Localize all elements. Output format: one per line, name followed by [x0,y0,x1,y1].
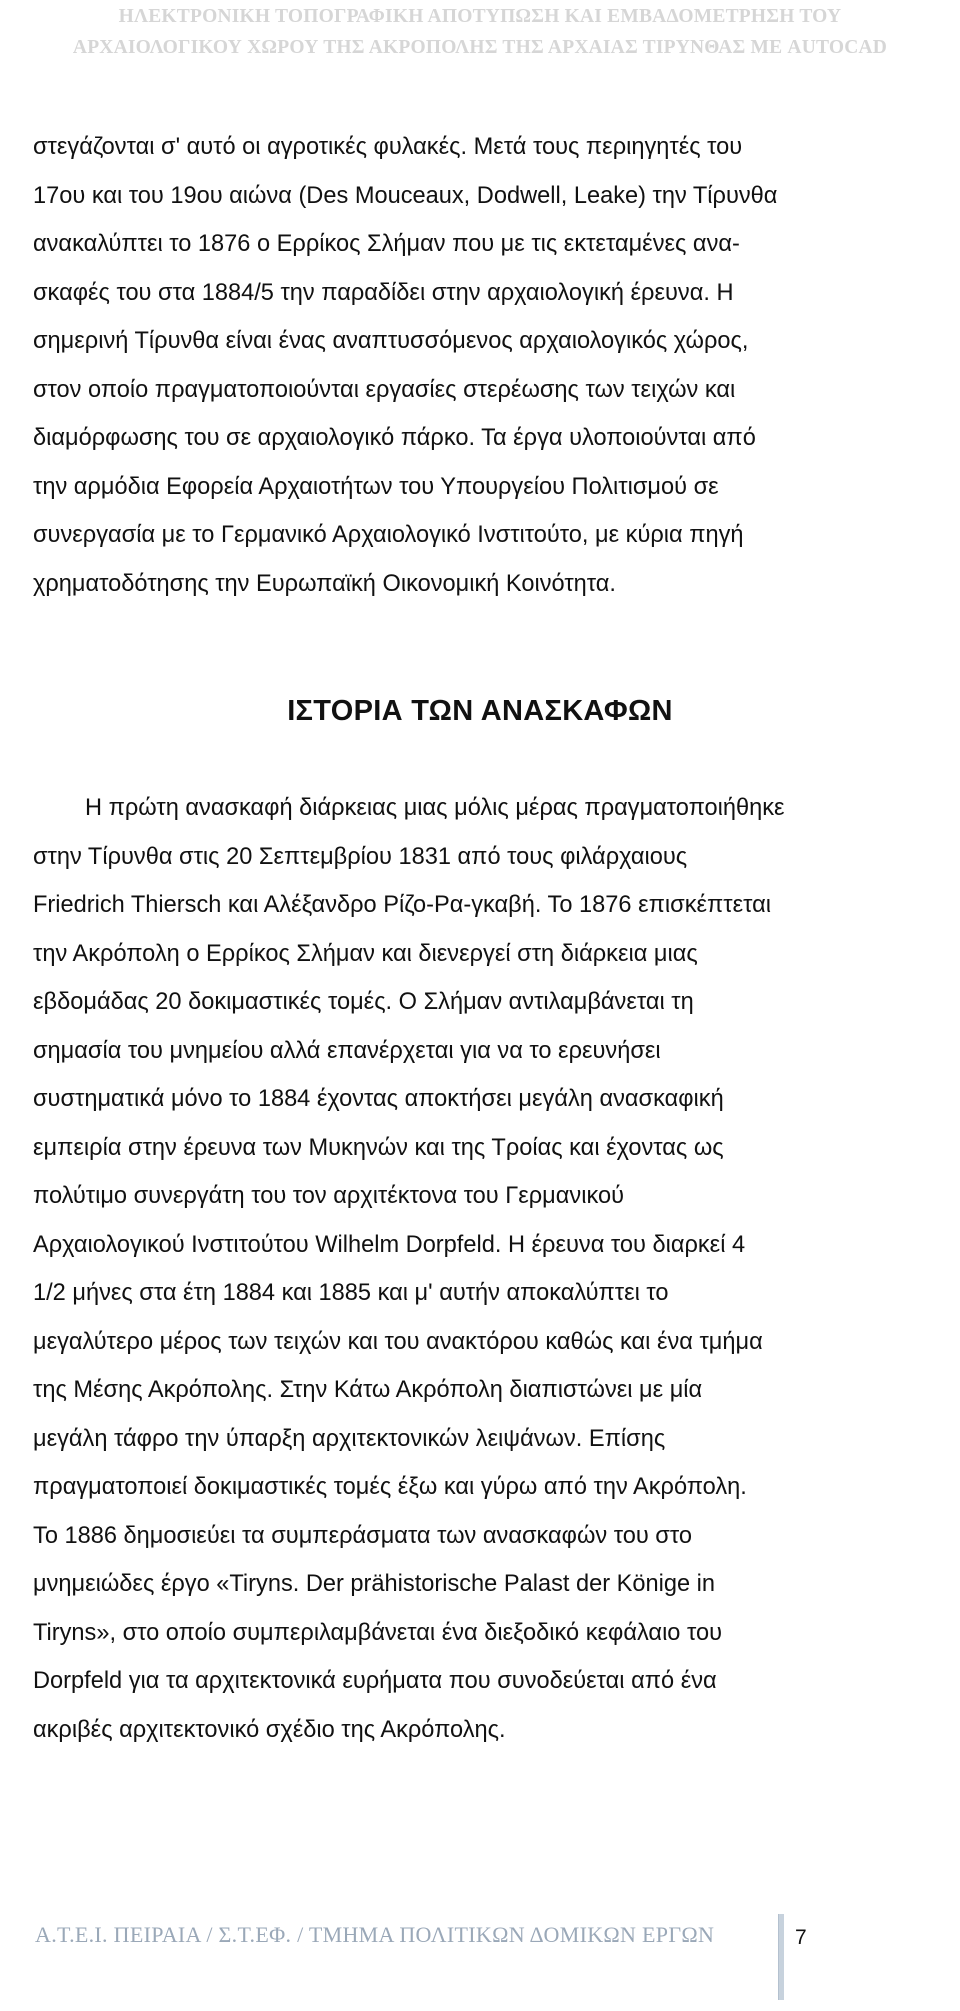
paragraph-line: στον οποίο πραγματοποιούνται εργασίες στερέωσης των τειχών και [33,376,736,403]
paragraph-line: σκαφές του στα 1884/5 την παραδίδει στην αρχαιολογική έρευνα. Η [33,279,734,306]
intro-paragraph [33,123,925,608]
paragraph-line: σημασία του μνημείου αλλά επανέρχεται για να το ερευνήσει [33,1037,661,1064]
paragraph-line: της Μέσης Ακρόπολης. Στην Κάτω Ακρόπολη διαπιστώνει με μία [33,1377,703,1403]
paragraph-line: μεγάλη τάφρο την ύπαρξη αρχιτεκτονικών λειψάνων. Επίσης [33,1425,666,1452]
paragraph-line: πραγματοποιεί δοκιμαστικές τομές έξω και γύρω από την Ακρόπολη. [33,1474,747,1500]
paragraph-line: Το 1886 δημοσιεύει τα συμπεράσματα των ανασκαφών του στο [33,1522,692,1549]
paragraph-line: Dorpfeld για τα αρχιτεκτονικά ευρήματα που συνοδεύεται από ένα [33,1668,717,1694]
paragraph-line: 1/2 μήνες στα έτη 1884 και 1885 και μ' αυτήν αποκαλύπτει το [33,1280,669,1306]
section-heading: ΙΣΤΟΡΙΑ ΤΩΝ ΑΝΑΣΚΑΦΩΝ [287,695,673,727]
paragraph-line: εβδομάδας 20 δοκιμαστικές τομές. Ο Σλήμαν αντιλαμβάνεται τη [33,989,694,1015]
running-header-line-1: ΗΛΕΚΤΡΟΝΙΚΗ ΤΟΠΟΓΡΑΦΙΚΗ ΑΠΟΤΥΠΩΣΗ ΚΑΙ ΕΜΒΑΔΟΜΕΤΡΗΣΗ ΤΟΥ [118,6,842,27]
paragraph-line: σημερινή Τίρυνθα είναι ένας αναπτυσσόμενος αρχαιολογικός χώρος, [33,328,749,354]
footer-divider [778,1914,784,2000]
paragraph-line: μνημειώδες έργο «Tiryns. Der prähistorische Palast der Könige in [33,1571,716,1597]
running-header-line-2: ΑΡΧΑΙΟΛΟΓΙΚΟΥ ΧΩΡΟΥ ΤΗΣ ΑΚΡΟΠΟΛΗΣ ΤΗΣ ΑΡΧΑΙΑΣ ΤΙΡΥΝΘΑΣ ΜΕ AUTOCAD [72,37,888,58]
page-number: 7 [795,1926,807,1949]
paragraph-line: εμπειρία στην έρευνα των Μυκηνών και της Τροίας και έχοντας ως [33,1134,724,1161]
paragraph-line: στεγάζονται σ' αυτό οι αγροτικές φυλακές. Μετά τους περιηγητές του [33,134,743,160]
paragraph-line: Tiryns», στο οποίο συμπεριλαμβάνεται ένα διεξοδικό κεφάλαιο του [33,1619,722,1646]
paragraph-line: Αρχαιολογικού Ινστιτούτου Wilhelm Dorpfeld. Η έρευνα του διαρκεί 4 [33,1231,746,1258]
page-footer [0,1914,960,2000]
paragraph-line: την αρμόδια Εφορεία Αρχαιοτήτων του Υπουργείου Πολιτισμού σε [33,473,719,500]
paragraph-line: ανακαλύπτει το 1876 ο Ερρίκος Σλήμαν που με τις εκτεταμένες ανα- [33,231,740,257]
paragraph-line: συστηματικά μόνο το 1884 έχοντας αποκτήσει μεγάλη ανασκαφική [33,1086,724,1112]
paragraph-line: ακριβές αρχιτεκτονικό σχέδιο της Ακρόπολης. [33,1716,506,1743]
footer-institution: Α.Τ.Ε.Ι. ΠΕΙΡΑΙΑ / Σ.Τ.ΕΦ. / ΤΜΗΜΑ ΠΟΛΙΤΙΚΩΝ ΔΟΜΙΚΩΝ ΕΡΓΩΝ [35,1922,715,1947]
paragraph-line: 17ου και του 19ου αιώνα (Des Mouceaux, Dodwell, Leake) την Τίρυνθα [33,182,778,209]
paragraph-line: διαμόρφωσης του σε αρχαιολογικό πάρκο. Τα έργα υλοποιούνται από [33,425,756,451]
paragraph-line: πολύτιμο συνεργάτη του τον αρχιτέκτονα του Γερμανικού [33,1183,624,1209]
paragraph-line: μεγαλύτερο μέρος των τειχών και του ανακτόρου καθώς και ένα τμήμα [33,1328,763,1355]
paragraph-line: Friedrich Thiersch και Αλέξανδρο Ρίζο-Ρα-γκαβή. Το 1876 επισκέπτεται [33,892,771,918]
paragraph-line: την Ακρόπολη ο Ερρίκος Σλήμαν και διενεργεί στη διάρκεια μιας [33,940,698,967]
running-header [0,0,960,63]
paragraph-line: στην Τίρυνθα στις 20 Σεπτεμβρίου 1831 από τους φιλάρχαιους [33,843,688,870]
paragraph-line: χρηματοδότησης την Ευρωπαϊκή Οικονομική Κοινότητα. [33,570,616,597]
paragraph-line: συνεργασία με το Γερμανικό Αρχαιολογικό Ινστιτούτο, με κύρια πηγή [33,522,744,548]
excavation-history-paragraph [33,784,925,1754]
paragraph-line: Η πρώτη ανασκαφή διάρκειας μιας μόλις μέρας πραγματοποιήθηκε [85,795,785,821]
